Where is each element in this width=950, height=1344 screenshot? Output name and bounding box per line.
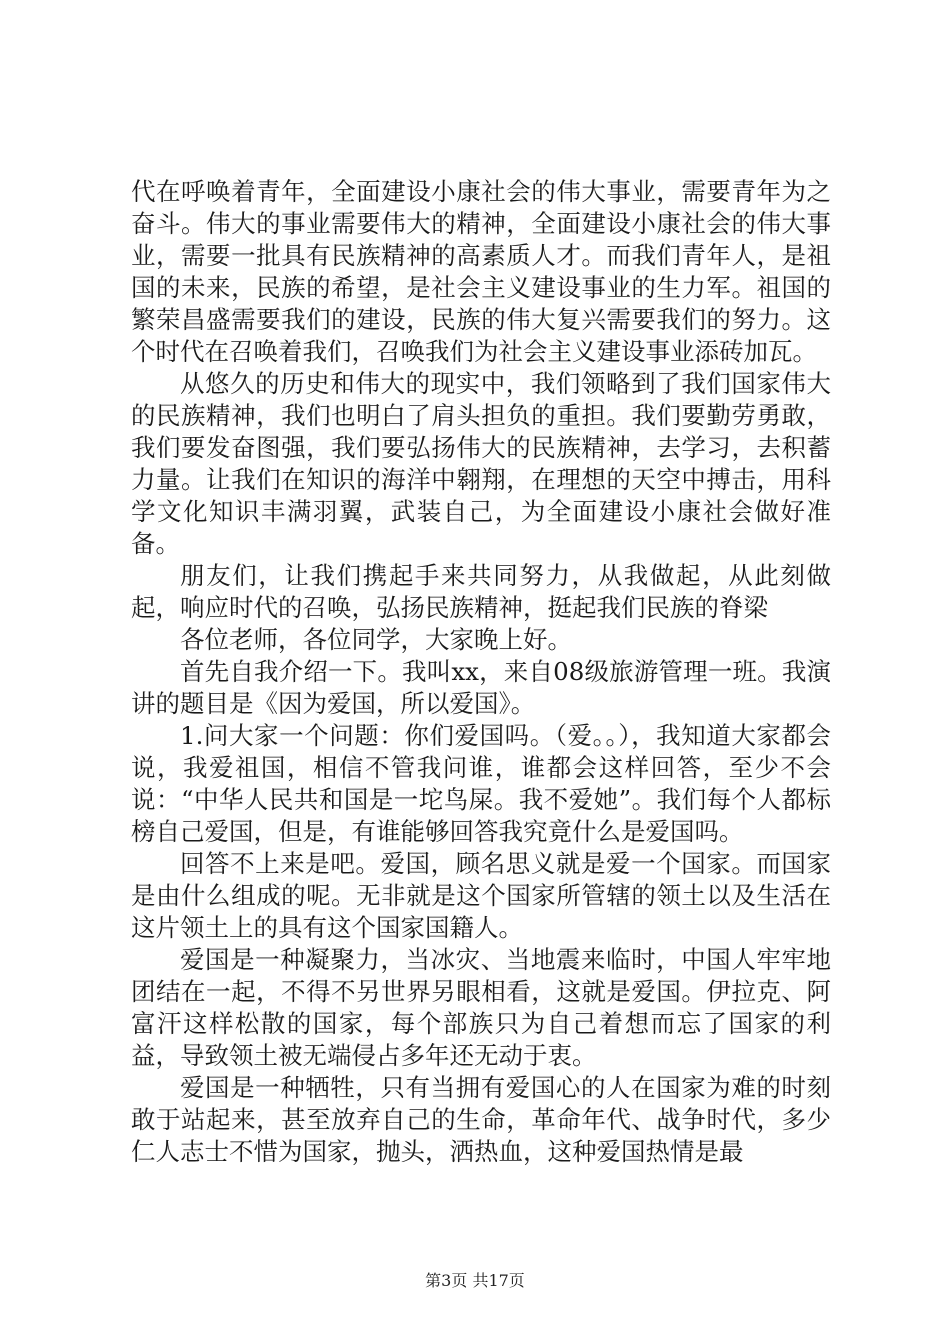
document-body bbox=[131, 176, 831, 1168]
paragraph: 首先自我介绍一下。我叫xx，来自08级旅游管理一班。我演讲的题目是《因为爱国，所以爱国》。 bbox=[131, 657, 831, 718]
paragraph: 回答不上来是吧。爱国，顾名思义就是爱一个国家。而国家是由什么组成的呢。无非就是这个国家所管辖的领土以及生活在这片领土上的具有这个国家国籍人。 bbox=[131, 849, 831, 942]
paragraph: 爱国是一种凝聚力，当冰灾、当地震来临时，中国人牢牢地团结在一起，不得不另世界另眼相看，这就是爱国。伊拉克、阿富汗这样松散的国家，每个部族只为自己着想而忘了国家的利益，导致领土被无端侵占多年还无动于衷。 bbox=[131, 945, 831, 1070]
paragraph: 朋友们，让我们携起手来共同努力，从我做起，从此刻做起，响应时代的召唤，弘扬民族精神，挺起我们民族的脊梁 bbox=[131, 561, 831, 622]
paragraph: 1.问大家一个问题：你们爱国吗。（爱。。），我知道大家都会说，我爱祖国，相信不管我问谁，谁都会这样回答，至少不会说：“中华人民共和国是一坨鸟屎。我不爱她”。我们每个人都标榜自己爱国，但是，有谁能够回答我究竟什么是爱国吗。 bbox=[131, 721, 831, 846]
paragraph: 爱国是一种牺牲，只有当拥有爱国心的人在国家为难的时刻敢于站起来，甚至放弃自己的生命，革命年代、战争时代，多少仁人志士不惜为国家，抛头，洒热血，这种爱国热情是最 bbox=[131, 1073, 831, 1166]
page-footer: 第3页 共17页 bbox=[425, 1271, 525, 1290]
paragraph: 从悠久的历史和伟大的现实中，我们领略到了我们国家伟大的民族精神，我们也明白了肩头担负的重担。我们要勤劳勇敢，我们要发奋图强，我们要弘扬伟大的民族精神，去学习，去积蓄力量。让我们在知识的海洋中翱翔，在理想的天空中搏击，用科学文化知识丰满羽翼，武装自己，为全面建设小康社会做好准备。 bbox=[131, 369, 831, 558]
paragraph: 代在呼唤着青年，全面建设小康社会的伟大事业，需要青年为之奋斗。伟大的事业需要伟大的精神，全面建设小康社会的伟大事业，需要一批具有民族精神的高素质人才。而我们青年人，是祖国的未来，民族的希望，是社会主义建设事业的生力军。祖国的繁荣昌盛需要我们的建设，民族的伟大复兴需要我们的努力。这个时代在召唤着我们，召唤我们为社会主义建设事业添砖加瓦。 bbox=[131, 177, 831, 366]
paragraph: 各位老师，各位同学，大家晚上好。 bbox=[180, 625, 572, 654]
